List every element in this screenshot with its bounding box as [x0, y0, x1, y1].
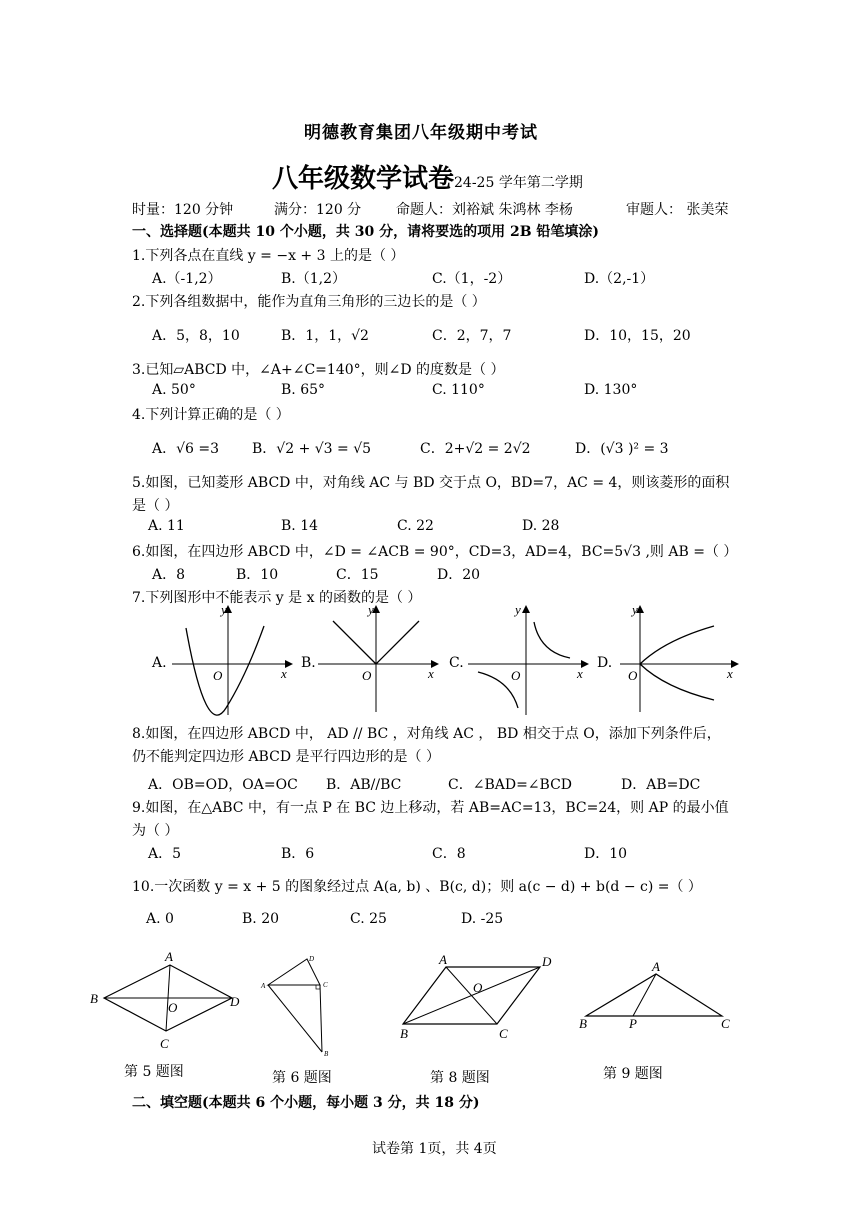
graph-c-x-label: x	[577, 666, 583, 681]
section-1-heading: 一、选择题(本题共 10 个小题，共 30 分，请将要选的项用 2B 铅笔填涂)	[132, 224, 600, 240]
fig5-label-o: O	[168, 1000, 178, 1015]
graph-d-y-label: y	[632, 602, 638, 617]
fig8-label-o: O	[473, 980, 483, 995]
reviewer: 审题人： 张美荣	[626, 202, 729, 218]
fig6-label-d: D	[309, 955, 315, 963]
q1-option-a: A.（-1,2）	[152, 271, 222, 287]
setters: 命题人：刘裕斌 朱鸿林 李杨	[396, 202, 573, 218]
q3-stem: 3.已知▱ABCD 中，∠A+∠C=140°，则∠D 的度数是（ ）	[132, 362, 505, 378]
graph-b-origin: O	[362, 668, 372, 683]
figure-8-parallelogram	[400, 952, 552, 1041]
q3-option-b: B. 65°	[281, 382, 326, 398]
q9-option-d: D．10	[584, 846, 628, 862]
q8-option-c: C．∠BAD=∠BCD	[448, 777, 573, 793]
figure-5-rhombus	[90, 949, 240, 1051]
fig5-label-b: B	[90, 991, 98, 1006]
paper-title: 八年级数学试卷	[272, 164, 455, 194]
q6-option-b: B．10	[236, 567, 279, 583]
q9-option-c: C．8	[432, 846, 466, 862]
q5-stem-2: 是（ ）	[132, 498, 179, 514]
q2-option-c: C．2，7，7	[432, 328, 512, 344]
graph-b-y-label: y	[368, 602, 374, 617]
q1-option-c: C.（1，-2）	[432, 271, 512, 287]
q5-option-b: B. 14	[281, 518, 319, 534]
q2-option-d: D．10，15，20	[584, 328, 691, 344]
q6-stem: 6.如图，在四边形 ABCD 中，∠D = ∠ACB = 90°，CD=3，AD=4，BC=5√3 ,则 AB =（ ）	[132, 544, 738, 560]
exam-time: 时量：120 分钟	[132, 202, 234, 218]
q2-option-a: A．5，8，10	[152, 328, 240, 344]
q3-option-d: D. 130°	[584, 382, 638, 398]
q10-option-b: B. 20	[242, 911, 280, 927]
fig9-label-b: B	[579, 1016, 587, 1031]
q8-stem-2: 仍不能判定四边形 ABCD 是平行四边形的是（ ）	[132, 749, 440, 765]
q6-option-a: A．8	[152, 567, 186, 583]
graph-b-x-label: x	[428, 666, 434, 681]
fig8-label-b: B	[400, 1026, 408, 1041]
graph-d	[620, 602, 738, 712]
fig8-caption: 第 8 题图	[430, 1070, 490, 1086]
school-title: 明德教育集团八年级期中考试	[304, 123, 538, 143]
fig5-label-c: C	[160, 1036, 169, 1051]
graph-c-origin: O	[511, 668, 521, 683]
q7-option-c: C.	[449, 655, 464, 671]
fig6-label-a: A	[261, 982, 266, 990]
graph-b	[318, 602, 438, 712]
q4-option-b: B．√2 + √3 = √5	[252, 441, 372, 457]
fig6-label-c: C	[323, 981, 328, 989]
q3-option-a: A. 50°	[152, 382, 196, 398]
q4-stem: 4.下列计算正确的是（ ）	[132, 407, 290, 423]
graph-c	[468, 602, 588, 715]
graph-a	[172, 602, 292, 715]
q10-option-a: A. 0	[146, 911, 174, 927]
q8-option-d: D．AB=DC	[621, 777, 701, 793]
q9-stem: 9.如图，在△ABC 中，有一点 P 在 BC 边上移动，若 AB=AC=13，BC=24，则 AP 的最小值	[132, 800, 729, 816]
q7-stem: 7.下列图形中不能表示 y 是 x 的函数的是（ ）	[132, 590, 422, 606]
page-footer: 试卷第 1页，共 4页	[372, 1141, 497, 1157]
q8-option-b: B．AB//BC	[326, 777, 402, 793]
q8-option-a: A．OB=OD，OA=OC	[148, 777, 298, 793]
q7-option-a: A.	[152, 655, 167, 671]
q1-option-b: B.（1,2）	[281, 271, 347, 287]
q5-stem: 5.如图，已知菱形 ABCD 中，对角线 AC 与 BD 交于点 O，BD=7，AC = 4，则该菱形的面积	[132, 475, 730, 491]
q9-stem-2: 为（ ）	[132, 823, 179, 839]
q5-option-a: A. 11	[148, 518, 185, 534]
q9-option-b: B．6	[281, 846, 315, 862]
q10-stem: 10.一次函数 y = x + 5 的图象经过点 A(a, b) 、B(c, d)；则 a(c − d) + b(d − c) =（ ）	[132, 879, 702, 895]
q1-option-d: D.（2,-1）	[584, 271, 655, 287]
q9-option-a: A．5	[148, 846, 182, 862]
fig6-label-b: B	[324, 1050, 329, 1058]
fig9-label-p: P	[629, 1016, 637, 1031]
fig5-caption: 第 5 题图	[124, 1064, 184, 1080]
figure-6	[260, 955, 329, 1058]
q4-option-a: A．√6 =3	[152, 441, 220, 457]
fig9-caption: 第 9 题图	[603, 1066, 663, 1082]
fig8-label-a: A	[439, 952, 447, 967]
figure-9-triangle	[579, 959, 730, 1031]
q8-stem: 8.如图，在四边形 ABCD 中， AD // BC ，对角线 AC ， BD 相交于点 O，添加下列条件后，	[132, 726, 721, 742]
q3-option-c: C. 110°	[432, 382, 485, 398]
q2-stem: 2.下列各组数据中，能作为直角三角形的三边长的是（ ）	[132, 294, 486, 310]
q1-stem: 1.下列各点在直线 y = −x + 3 上的是（ ）	[132, 248, 405, 264]
graph-a-origin: O	[213, 668, 223, 683]
graph-a-x-label: x	[281, 666, 287, 681]
q6-option-c: C．15	[336, 567, 379, 583]
fig8-label-c: C	[499, 1026, 508, 1041]
graph-a-y-label: y	[221, 602, 227, 617]
fig9-label-a: A	[652, 959, 660, 974]
q4-option-d: D．(√3 )² = 3	[575, 441, 669, 457]
q5-option-d: D. 28	[522, 518, 560, 534]
graph-c-y-label: y	[515, 602, 521, 617]
q10-option-d: D. -25	[461, 911, 504, 927]
q2-option-b: B．1，1，√2	[281, 328, 369, 344]
q5-option-c: C. 22	[397, 518, 434, 534]
term: 24-25 学年第二学期	[454, 175, 583, 191]
graph-d-origin: O	[628, 668, 638, 683]
full-score: 满分：120 分	[274, 202, 362, 218]
fig6-caption: 第 6 题图	[272, 1070, 332, 1086]
q10-option-c: C. 25	[350, 911, 387, 927]
q4-option-c: C．2+√2 = 2√2	[420, 441, 531, 457]
graph-d-x-label: x	[727, 666, 733, 681]
fig5-label-d: D	[230, 994, 240, 1009]
fig9-label-c: C	[721, 1016, 730, 1031]
fig5-label-a: A	[165, 949, 173, 964]
q7-option-b: B.	[301, 655, 316, 671]
q7-option-d: D.	[597, 655, 613, 671]
fig8-label-d: D	[542, 954, 552, 969]
section-2-heading: 二、填空题(本题共 6 个小题，每小题 3 分，共 18 分)	[132, 1095, 480, 1111]
q6-option-d: D．20	[437, 567, 481, 583]
